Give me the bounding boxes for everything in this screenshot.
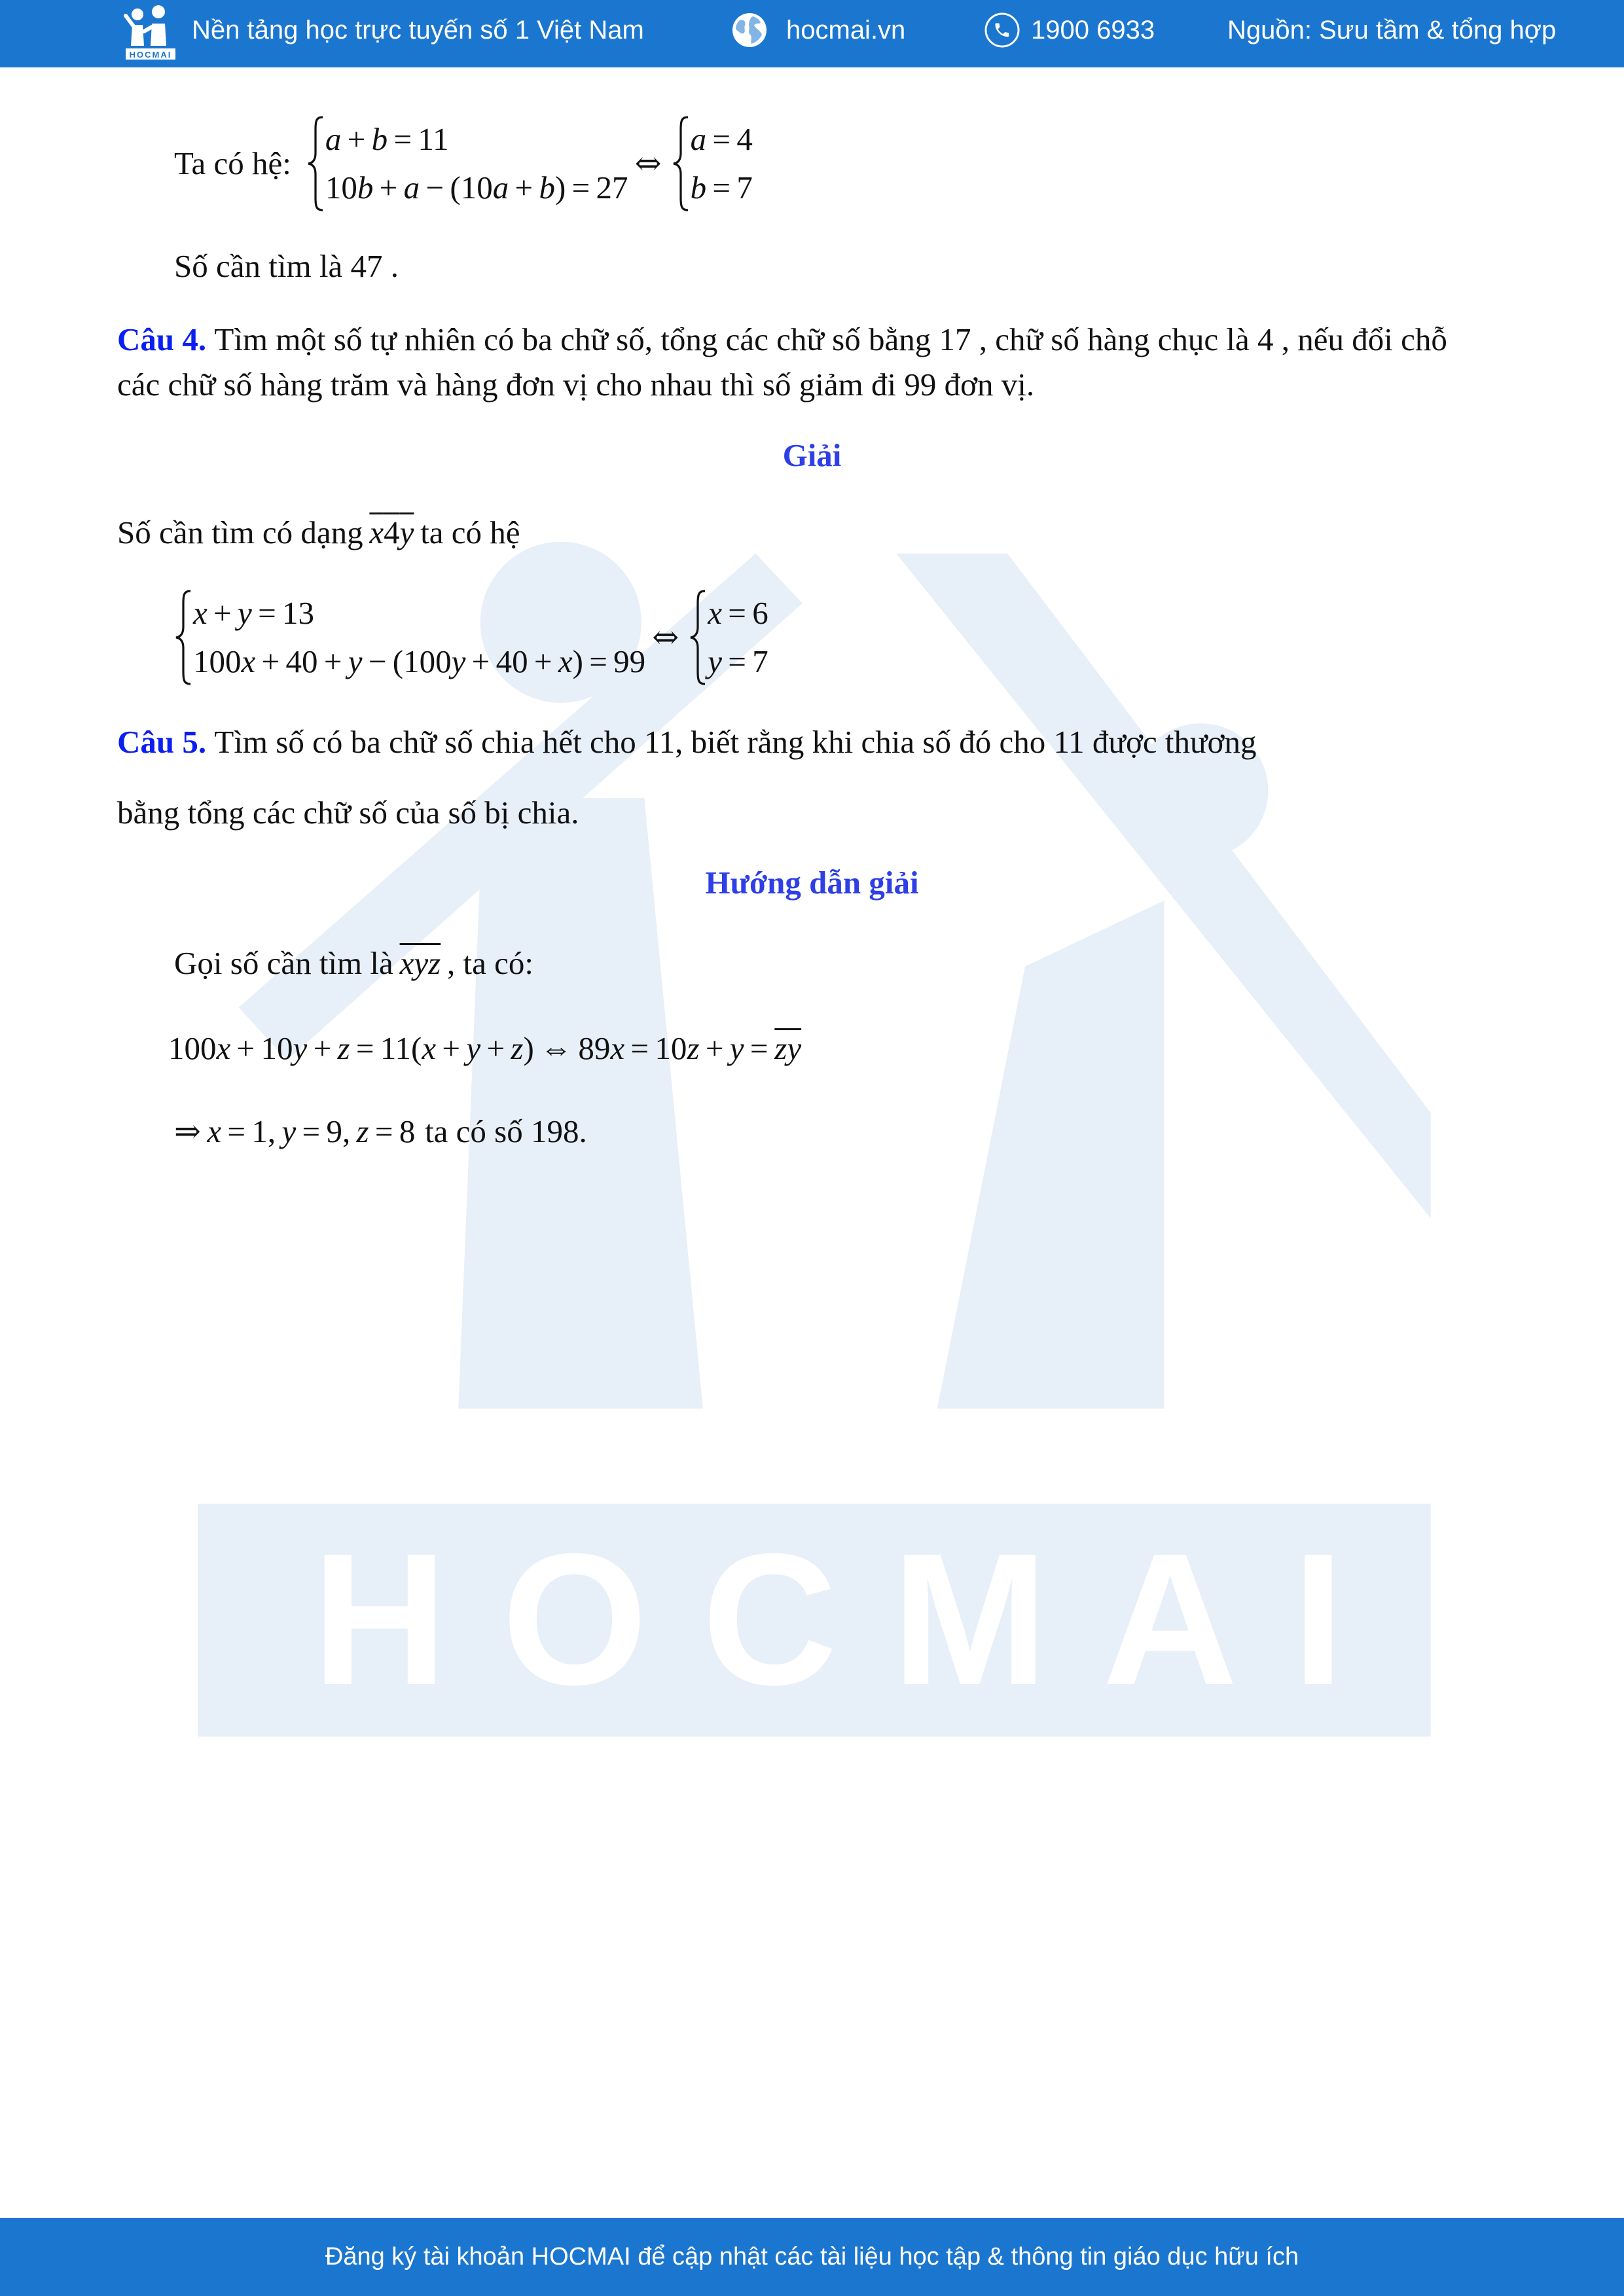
equivalence-symbol: ⇔ (652, 619, 679, 656)
system-result (691, 120, 753, 207)
system-equations (325, 120, 628, 207)
globe-icon (731, 11, 768, 49)
question-4-solution-heading: Giải (782, 437, 842, 473)
left-brace (671, 115, 691, 212)
setup-intro: Gọi số cần tìm là (174, 945, 393, 981)
header-source: Nguồn: Sưu tầm & tổng hợp (1227, 16, 1557, 45)
logo-text: HOCMAI (129, 50, 172, 60)
result-line: y = 7 (708, 643, 768, 679)
header-hotline: 1900 6933 (1031, 16, 1155, 45)
form-number: x4y (369, 514, 414, 550)
setup-outro: , ta có: (446, 945, 533, 981)
result-line: a = 4 (690, 121, 753, 157)
question-4-line-1 (117, 320, 1447, 359)
question-4-line-2: các chữ số hàng trăm và hàng đơn vị cho nhau thì số giảm đi 99 đơn vị. (117, 367, 1035, 403)
left-brace (173, 589, 193, 686)
equation-main: 100x + 10y + z = 11(x + y + z) ⇔ 89x = 10z + y = (168, 1030, 768, 1066)
system-equations (193, 594, 645, 681)
question-4-form-line (117, 513, 520, 552)
setup-number: xyz (399, 945, 441, 981)
phone-icon (983, 11, 1021, 49)
question-5-label: Câu 5. (117, 724, 207, 760)
question-5-setup-line (174, 944, 533, 983)
form-outro: ta có hệ (420, 514, 520, 550)
question-5-conclusion-line (174, 1112, 587, 1151)
result-line: b = 7 (690, 170, 753, 206)
system-result (708, 594, 768, 681)
question-5-solution-heading: Hướng dẫn giải (705, 865, 919, 901)
equation-line: x + y = 13 (193, 595, 315, 631)
header-website: hocmai.vn (786, 16, 906, 45)
watermark-right-body (937, 901, 1164, 1408)
question-5-line-1 (117, 723, 1256, 762)
left-brace (688, 589, 708, 686)
system-ab (174, 115, 753, 212)
question-4-label: Câu 4. (117, 321, 207, 357)
question-5-line-2: bằng tổng các chữ số của số bị chia. (117, 795, 579, 831)
previous-conclusion: Số cần tìm là 47 . (174, 248, 399, 284)
conclusion-math: ⇒ x = 1, y = 9, z = 8 (174, 1113, 416, 1149)
equation-line: 10b + a − (10a + b) = 27 (325, 170, 628, 206)
system-xy (173, 589, 768, 686)
watermark-text: HOCMAI (312, 1514, 1344, 1724)
question-5-equation-line (168, 1029, 808, 1068)
equation-number: zy (774, 1030, 802, 1066)
form-intro: Số cần tìm có dạng (117, 514, 363, 550)
result-line: x = 6 (708, 595, 768, 631)
hocmai-logo-icon (120, 3, 181, 63)
header-bar (0, 0, 1624, 67)
question-5-text: Tìm số có ba chữ số chia hết cho 11, biết rằng khi chia số đó cho 11 được thương (214, 724, 1257, 760)
system-intro: Ta có hệ: (174, 145, 291, 181)
equation-line: a + b = 11 (325, 121, 449, 157)
left-brace (306, 115, 325, 212)
equation-line: 100x + 40 + y − (100y + 40 + x) = 99 (193, 643, 646, 679)
conclusion-text: ta có số 198. (425, 1113, 587, 1149)
header-tagline: Nền tảng học trực tuyến số 1 Việt Nam (192, 16, 644, 45)
question-4-text: Tìm một số tự nhiên có ba chữ số, tổng các chữ số bằng 17 , chữ số hàng chục là 4 , nếu đổi chỗ (214, 321, 1447, 357)
equivalence-symbol: ⇔ (634, 145, 662, 182)
footer-text: Đăng ký tài khoản HOCMAI để cập nhật các tài liệu học tập & thông tin giáo dục hữu ích (325, 2243, 1299, 2270)
footer-bar (0, 2218, 1624, 2296)
